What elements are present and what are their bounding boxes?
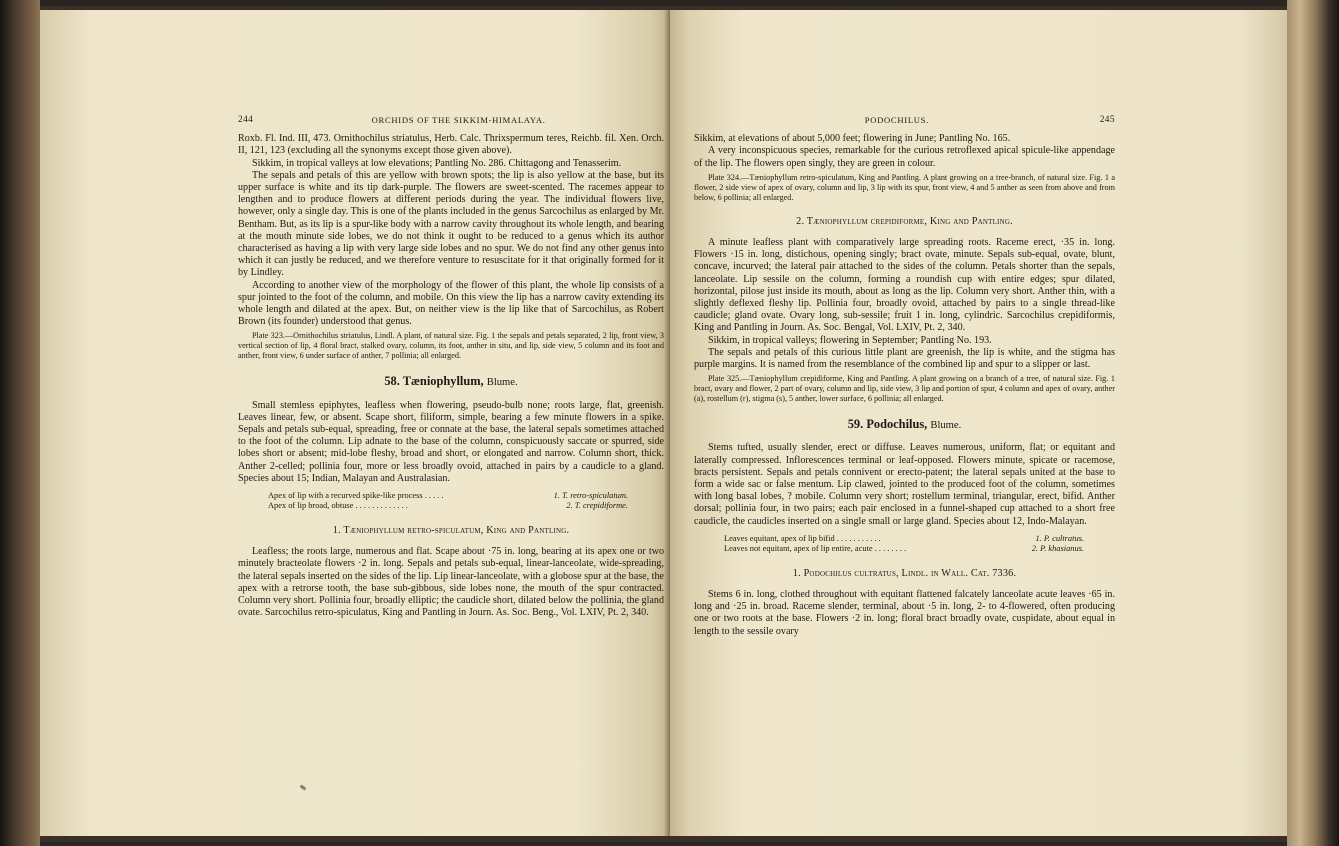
- key-text: Leaves equitant, apex of lip bifid . . . . . . . . . . .: [724, 533, 881, 543]
- plate-324-caption: Plate 324.—Tæniophyllum retro-spiculatum, King and Pantling. A plant growing on a tree-branch, of natural size. Fig. 1 a flower, 2 side view of apex of ovary, column and lip, 3 lip with its spur, front view, 4 and 5 anther as seen from above and from below, 6 pollinia; all enlarged.: [694, 172, 1115, 202]
- species-key: [724, 534, 1115, 555]
- right-page: [670, 10, 1290, 836]
- right-page-text: [694, 114, 1115, 638]
- key-text: Leaves not equitant, apex of lip entire, acute . . . . . . . .: [724, 544, 907, 554]
- left-running-title: ORCHIDS OF THE SIKKIM-HIMALAYA.: [371, 115, 546, 125]
- habitat-paragraph: Sikkim, in tropical valleys; flowering in September; Pantling No. 193.: [708, 334, 992, 346]
- habitat-paragraph: Sikkim, in tropical valleys at low elevations; Pantling No. 286. Chittagong and Tenasserim.: [252, 157, 622, 169]
- species-description: Leafless; the roots large, numerous and flat. Scape about ·75 in. long, bearing at its apex one or two minutely bracteolate flowers ·2 in. long. Sepals and petals sub-equal, linear-lanceolate, wide-spreading, the lateral sepals inserted on the sides of the lip. Lip linear-lanceolate, with a globose spur at the base, the apex with a retrorse tooth, the base sub-gibbous, side lobes none, the mouth of the spur contracted. Column very short. Pollinia four, broadly elliptic; the caudicle short, dilated below the pollinia, the gland ovate. Sarcochilus retro-spiculatus, King and Pantling in Journ. As. Soc. Beng., Vol. LXIV, Pt. 2, 340.: [238, 546, 664, 619]
- key-text: Apex of lip with a recurved spike-like process . . . . .: [268, 491, 444, 501]
- left-running-head: [238, 114, 664, 126]
- key-row: [268, 501, 628, 511]
- book-edge-right: [1287, 0, 1339, 846]
- species-key: [268, 491, 664, 512]
- genus-description: Small stemless epiphytes, leafless when flowering, pseudo-bulb none; roots large, flat, greenish. Leaves linear, few, or absent. Scape short, filiform, simple, bearing a few minute flowers in a spike. Sepals and petals sub-equal, spreading, free or connate at the base, the lateral sepals sometimes attached to the foot of the column. Lip adnate to the base of the column, conspicuously saccate or spurred, side lobes short or absent; mid-lobe fleshy, broad and short, or elongated and narrow. Column short, thick. Anther 2-celled; pollinia four, more or less broadly ovoid, attached in pairs by a caudicle to a gland. Species about 15; Indian, Malayan and Australasian.: [238, 399, 664, 484]
- species-heading: 1. Tæniophyllum retro-spiculatum, King and Pantling.: [332, 524, 570, 536]
- species-description: A minute leafless plant with comparatively large spreading roots. Raceme erect, ·35 in. long. Flowers ·15 in. long, distichous, opening singly; bract ovate, minute. Sepals sub-equal, ovate, blunt, concave, incurved; the lateral pair attached to the sides of the column. Petals shorter than the sepals, lanceolate. Lip sessile on the column, forming a roundish cup with entire edges; spur dilated, horizontal, pilose just inside its mouth, about as long as the lip. Column very short. Anther thin, with a slightly deflexed fleshy lip. Pollinia four, broadly ovoid, attached by pairs to a single thread-like caudicle; gland ovate. Ovary long, sub-sessile; fruit 1 in. long, cylindric. Sarcochilus crepidiformis, King and Pantling in Journ. As. Soc. Bengal, Vol. LXIV, Pt. 2, 340.: [694, 237, 1115, 334]
- key-row: [724, 544, 1084, 554]
- genus-name: Podochilus,: [866, 417, 928, 432]
- genus-number: 59.: [847, 417, 864, 432]
- page-mark: [300, 785, 307, 791]
- genus-author: Blume.: [486, 377, 518, 389]
- left-page-number: 244: [238, 115, 254, 125]
- plate-325-caption: Plate 325.—Tæniophyllum crepidiforme, King and Pantling. A plant growing on a branch of a tree, of natural size. Fig. 1 bract, ovary and flower, 2 part of ovary, column and lip, side view, 3 lip and portion of spur, 4 column and apex of ovary, anther (a), rostellum (r), stigma (s), 5 anther, lower surface, 6 pollinia; all enlarged.: [694, 374, 1115, 404]
- key-result: 1. T. retro-spiculatum.: [553, 491, 628, 501]
- key-result: 2. T. crepidiforme.: [566, 501, 628, 511]
- genus-number: 58.: [384, 374, 400, 389]
- key-row: [724, 534, 1084, 544]
- species-heading: 1. Podochilus cultratus, Lindl. in Wall. Cat. 7336.: [792, 567, 1017, 579]
- morphology-paragraph: According to another view of the morphology of the flower of this plant, the whole lip consists of a spur jointed to the foot of the column, and mobile. On this view the lip has a narrow cavity extending its whole length and dilated at the apex. But, on neither view is the lip like that of Sarcochilus, as Robert Brown (its founder) understood that genus.: [238, 279, 664, 328]
- right-page-number: 245: [1099, 115, 1115, 125]
- key-text: Apex of lip broad, obtuse . . . . . . . . . . . . .: [268, 501, 408, 511]
- genus-description: Stems tufted, usually slender, erect or diffuse. Leaves numerous, uniform, flat; or equitant and laterally compressed. Inflorescences terminal or leaf-opposed. Flowers minute, spicate or racemose, bracts persistent. Sepals and petals connivent or erecto-patent; the lateral sepals united at the base to form a wide sac or false mentum. Lip clawed, jointed to the produced foot of the column, sometimes with long basal lobes, ? mobile. Column very short; rostellum terminal, triangular, erect, bifid. Anther dorsal; pollinia four, in two pairs; each pair enclosed in a funnel-shaped cup attached to a short free caudicle, the caudicles inserted on a single small or large gland. Species about 12, Indo-Malayan.: [694, 442, 1115, 527]
- species-note: A very inconspicuous species, remarkable for the curious retroflexed apical spicule-like appendage of the lip. The flowers open singly, they are green in colour.: [694, 145, 1115, 169]
- synonyms-paragraph: Roxb. Fl. Ind. III, 473. Ornithochilus striatulus, Herb. Calc. Thrixspermum teres, Reichb. fil. Xen. Orch. II, 121, 123 (excluding all the synonyms except those given above).: [238, 133, 664, 157]
- habitat-paragraph: Sikkim, at elevations of about 5,000 feet; flowering in June; Pantling No. 165.: [694, 133, 1011, 145]
- key-result: 1. P. cultratus.: [1035, 533, 1084, 543]
- species-description: Stems 6 in. long, clothed throughout with equitant flattened falcately lanceolate acute leaves ·65 in. long and ·25 in. broad. Raceme slender, terminal, about ·5 in. long, 2- to 4-flowered, often producing one or two roots at the base. Flowers ·2 in. long; floral bract broadly ovate, cuspidate, about equal in length to the sessile ovary: [694, 588, 1115, 637]
- book-edge-left: [0, 0, 40, 846]
- left-page: [40, 10, 670, 836]
- species-heading: 2. Tæniophyllum crepidiforme, King and Pantling.: [796, 215, 1013, 227]
- key-result: 2. P. khasianus.: [1031, 544, 1084, 554]
- right-running-title: PODOCHILUS.: [864, 115, 929, 125]
- description-paragraph: The sepals and petals of this are yellow with brown spots; the lip is also yellow at the base, but its upper surface is white and its tip dark-purple. The flowers are sweet-scented. The racemes appear to lengthen and to produce flowers at different periods during the year. The individual flowers live, however, only a single day. This is one of the plants included in the genus Sarcochilus as enlarged by Mr. Bentham. But, as its lip is a spur-like body with a narrow cavity throughout its whole length, and bearing at the mouth minute side lobes, we do not think it ought to be reduced to a genus which its author characterised as having a lip with very large side lobes and no spur. We do not find any other genus into which it can justly be reduced, and we therefore venture to resuscitate for it that originally formed for it by Lindley.: [238, 169, 664, 279]
- genus-heading-podochilus: [694, 418, 1115, 432]
- left-page-text: [238, 114, 664, 619]
- plate-323-caption: Plate 323.—Ornithochilus striatulus, Lindl. A plant, of natural size. Fig. 1 the sepals and petals separated, 2 lip, front view, 3 vertical section of lip, 4 floral bract, stalked ovary, column, its foot, anther in situ, and lip, side view, 5 column and its foot and anther, front view, 6 under surface of anther, 7 pollinia; all enlarged.: [238, 331, 664, 361]
- species-note: The sepals and petals of this curious little plant are greenish, the lip is white, and the stigma has purple margins. It is named from the resemblance of the combined lip and spur to a slipper or last.: [694, 346, 1115, 371]
- key-row: [268, 491, 628, 501]
- genus-author: Blume.: [930, 420, 962, 432]
- genus-name: Tæniophyllum,: [402, 374, 484, 389]
- right-running-head: [694, 114, 1115, 126]
- genus-heading-taeniophyllum: [238, 375, 664, 389]
